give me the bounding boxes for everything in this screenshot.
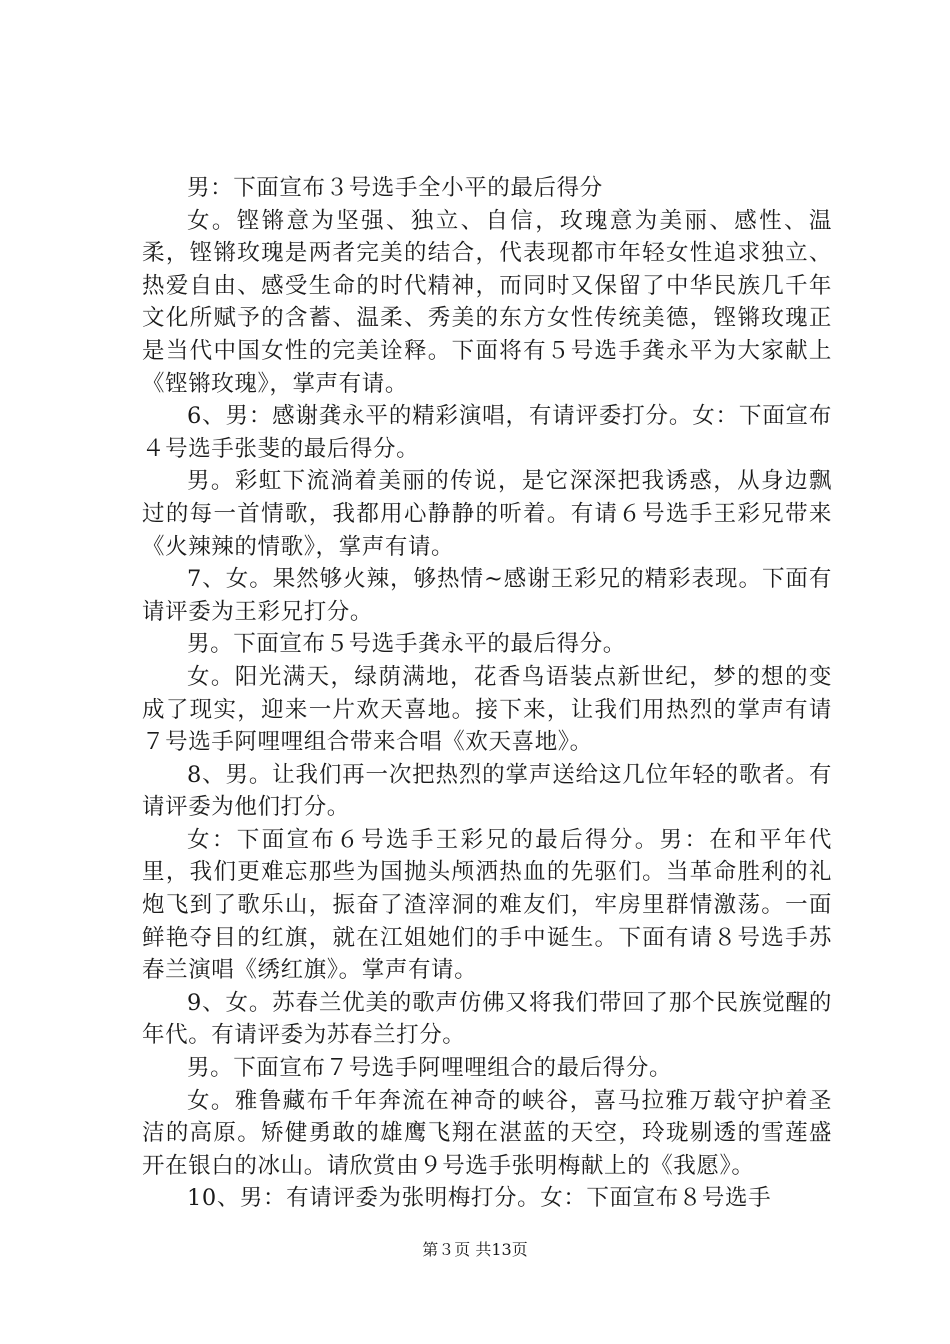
page-number-footer: 第３页 共13页: [422, 1240, 528, 1259]
paragraph: 女。阳光满天，绿荫满地，花香鸟语装点新世纪，梦的想的变成了现实，迎来一片欢天喜地。接下来，让我们用热烈的掌声有请７号选手阿哩哩组合带来合唱《欢天喜地》。: [142, 663, 832, 756]
paragraph: 男。下面宣布５号选手龚永平的最后得分。: [187, 631, 626, 658]
paragraph: 女。铿锵意为坚强、独立、自信，玫瑰意为美丽、感性、温柔，铿锵玫瑰是两者完美的结合，代表现都市年轻女性追求独立、热爱自由、感受生命的时代精神，而同时又保留了中华民族几千年文化所赋予的含蓄、温柔、秀美的东方女性传统美德，铿锵玫瑰正是当代中国女性的完美诠释。下面将有５号选手龚永平为大家献上《铿锵玫瑰》，掌声有请。: [142, 207, 832, 397]
paragraph: 男。彩虹下流淌着美丽的传说，是它深深把我诱惑，从身边飘过的每一首情歌，我都用心静静的听着。有请６号选手王彩兄带来《火辣辣的情歌》，掌声有请。: [142, 468, 832, 560]
paragraph: 6、男：感谢龚永平的精彩演唱，有请评委打分。女：下面宣布４号选手张斐的最后得分。: [142, 403, 832, 462]
paragraph: 男。下面宣布７号选手阿哩哩组合的最后得分。: [187, 1055, 673, 1082]
paragraph: 8、男。让我们再一次把热烈的掌声送给这几位年轻的歌者。有请评委为他们打分。: [142, 761, 832, 821]
paragraph: 女。雅鲁藏布千年奔流在神奇的峡谷，喜马拉雅万载守护着圣洁的高原。矫健勇敢的雄鹰飞翔在湛蓝的天空，玲珑剔透的雪莲盛开在银白的冰山。请欣赏由９号选手张明梅献上的《我愿》。: [142, 1087, 832, 1179]
paragraph: 10、男：有请评委为张明梅打分。女：下面宣布８号选手: [187, 1185, 772, 1212]
document-body: [142, 172, 832, 1215]
paragraph: 7、女。果然够火辣，够热情~感谢王彩兄的精彩表现。下面有请评委为王彩兄打分。: [142, 566, 832, 625]
paragraph: 女：下面宣布６号选手王彩兄的最后得分。男：在和平年代里，我们更难忘那些为国抛头颅洒热血的先驱们。当革命胜利的礼炮飞到了歌乐山，振奋了渣滓洞的难友们，牢房里群情激荡。一面鲜艳夺目的红旗，就在江姐她们的手中诞生。下面有请８号选手苏春兰演唱《绣红旗》。掌声有请。: [142, 826, 832, 984]
paragraph: 9、女。苏春兰优美的歌声仿佛又将我们带回了那个民族觉醒的年代。有请评委为苏春兰打分。: [142, 989, 832, 1049]
paragraph: 男：下面宣布３号选手全小平的最后得分: [187, 175, 603, 201]
